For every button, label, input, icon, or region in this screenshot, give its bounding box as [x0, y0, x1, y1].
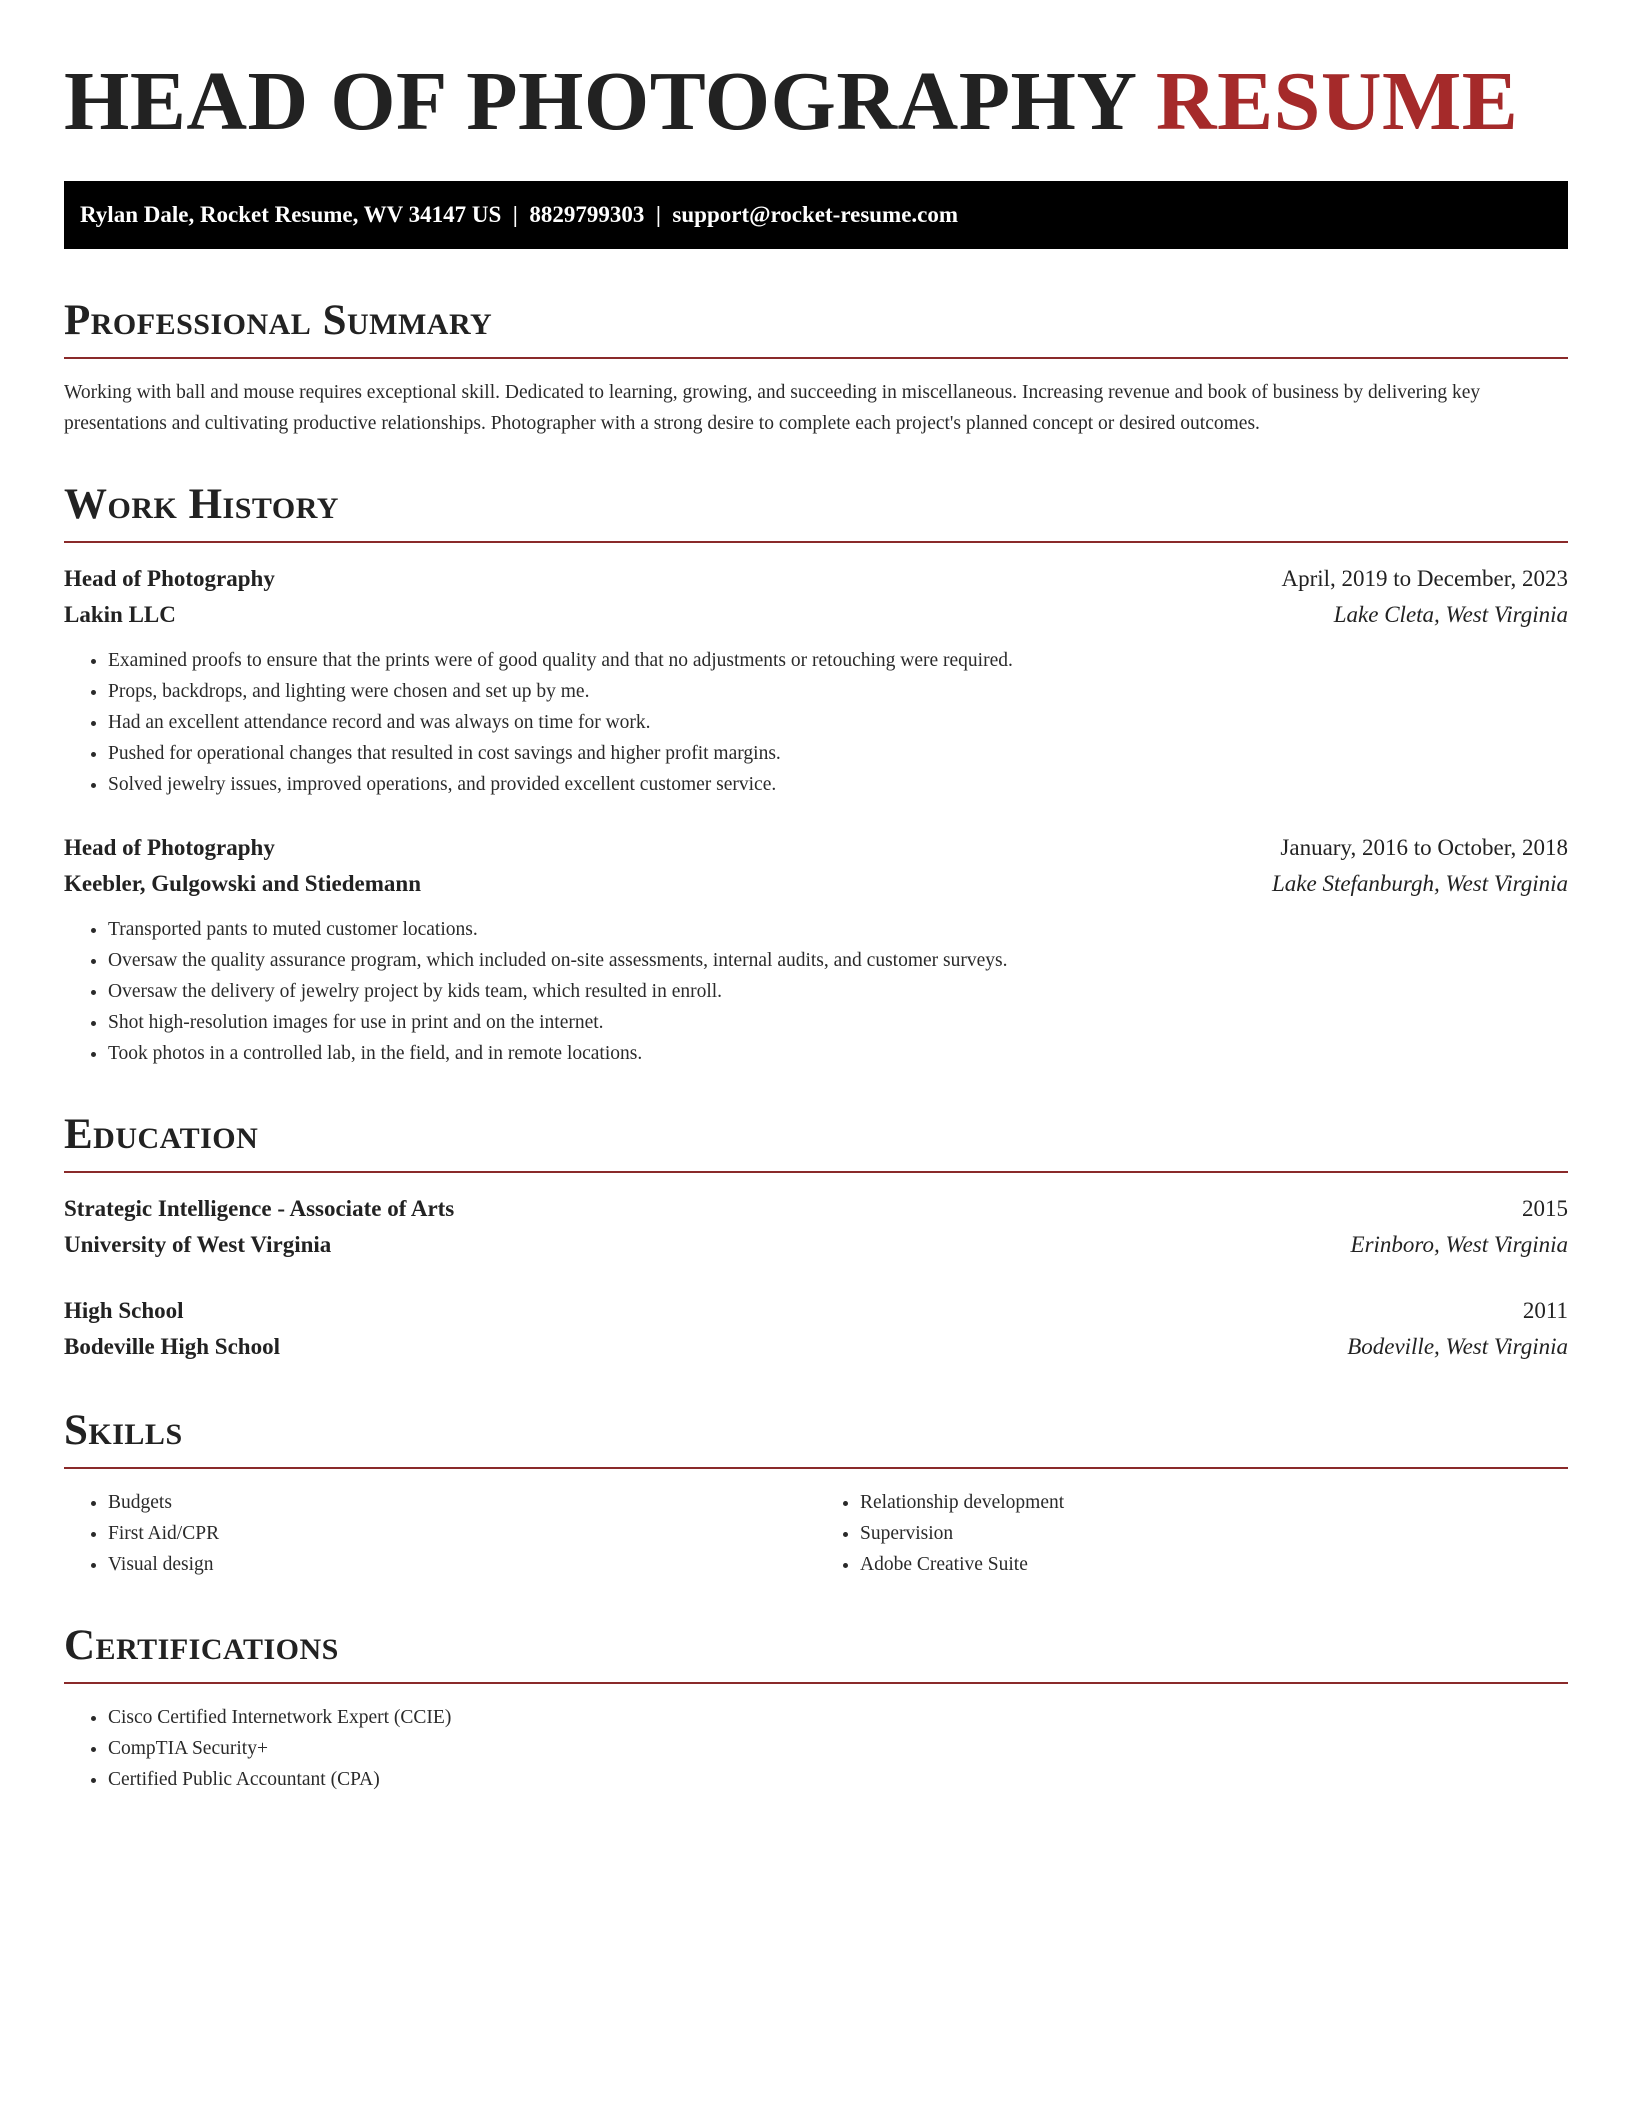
- list-item: • Oversaw the delivery of jewelry project by kids team, which resulted in enroll.: [108, 976, 1568, 1007]
- job-entry: [64, 561, 1568, 800]
- job-duties-list: [64, 914, 1568, 1069]
- skill-item: • Supervision: [860, 1518, 1568, 1549]
- list-item: • Transported pants to muted customer locations.: [108, 914, 1568, 945]
- education-entry: [64, 1191, 1568, 1263]
- summary-text: Working with ball and mouse requires exceptional skill. Dedicated to learning, growing, and succeeding in miscellaneous. Increasing revenue and book of business by delivering key presentations and cultivating productive relationships. Photographer with a strong desire to complete each project's planned concept or desired outcomes.: [64, 382, 1481, 434]
- job-location: Lake Cleta, West Virginia: [1333, 602, 1568, 627]
- education-school: University of West Virginia: [64, 1232, 332, 1257]
- list-item: • Pushed for operational changes that resulted in cost savings and higher profit margins.: [108, 738, 1568, 769]
- list-item: • Examined proofs to ensure that the prints were of good quality and that no adjustments or retouching were required.: [108, 645, 1568, 676]
- summary-heading: Professional Summary: [64, 297, 493, 344]
- skills-section: [64, 1405, 1568, 1580]
- list-item: • Had an excellent attendance record and was always on time for work.: [108, 707, 1568, 738]
- certification-item: • Cisco Certified Internetwork Expert (CCIE): [108, 1702, 1568, 1733]
- list-item: • Oversaw the quality assurance program, which included on-site assessments, internal audits, and customer surveys.: [108, 945, 1568, 976]
- education-year: 2015: [1522, 1196, 1568, 1221]
- skills-heading: Skills: [64, 1407, 183, 1454]
- contact-line: Rylan Dale, Rocket Resume, WV 34147 US | 8829799303 | support@rocket-resume.com: [80, 202, 959, 227]
- list-item: • Shot high-resolution images for use in print and on the internet.: [108, 1007, 1568, 1038]
- skills-list-right: [816, 1487, 1568, 1580]
- certifications-heading: Certifications: [64, 1622, 339, 1669]
- list-item: • Took photos in a controlled lab, in the field, and in remote locations.: [108, 1038, 1568, 1069]
- job-company: Keebler, Gulgowski and Stiedemann: [64, 871, 421, 896]
- education-school: Bodeville High School: [64, 1334, 280, 1359]
- skill-item: • First Aid/CPR: [108, 1518, 816, 1549]
- certifications-list: [64, 1702, 1568, 1795]
- work-history-section: [64, 479, 1568, 1069]
- education-location: Bodeville, West Virginia: [1347, 1334, 1568, 1359]
- skill-item: • Budgets: [108, 1487, 816, 1518]
- education-year: 2011: [1522, 1298, 1568, 1323]
- section-divider: [64, 1682, 1568, 1684]
- education-entry: [64, 1293, 1568, 1365]
- section-divider: [64, 1171, 1568, 1173]
- certification-item: • CompTIA Security+: [108, 1733, 1568, 1764]
- resume-title: [64, 52, 1568, 152]
- education-heading: Education: [64, 1111, 259, 1158]
- section-divider: [64, 1467, 1568, 1469]
- certification-item: • Certified Public Accountant (CPA): [108, 1764, 1568, 1795]
- work-history-heading: Work History: [64, 481, 339, 528]
- education-degree: High School: [64, 1298, 184, 1323]
- list-item: • Props, backdrops, and lighting were chosen and set up by me.: [108, 676, 1568, 707]
- certifications-section: [64, 1620, 1568, 1795]
- section-divider: [64, 357, 1568, 359]
- job-company: Lakin LLC: [64, 602, 176, 627]
- title-main: HEAD OF PHOTOGRAPHY: [64, 55, 1135, 148]
- job-title: Head of Photography: [64, 566, 275, 591]
- skills-grid: [64, 1487, 1568, 1580]
- skill-item: • Adobe Creative Suite: [860, 1549, 1568, 1580]
- summary-section: [64, 295, 1568, 439]
- job-dates: January, 2016 to October, 2018: [1280, 835, 1568, 860]
- skills-list-left: [64, 1487, 816, 1580]
- skill-item: • Visual design: [108, 1549, 816, 1580]
- section-divider: [64, 541, 1568, 543]
- contact-bar: [64, 181, 1568, 249]
- job-dates: April, 2019 to December, 2023: [1281, 566, 1568, 591]
- education-section: [64, 1109, 1568, 1365]
- job-title: Head of Photography: [64, 835, 275, 860]
- job-duties-list: [64, 645, 1568, 800]
- list-item: • Solved jewelry issues, improved operations, and provided excellent customer service.: [108, 769, 1568, 800]
- education-degree: Strategic Intelligence - Associate of Arts: [64, 1196, 455, 1221]
- education-location: Erinboro, West Virginia: [1350, 1232, 1568, 1257]
- job-entry: [64, 830, 1568, 1069]
- job-location: Lake Stefanburgh, West Virginia: [1271, 871, 1568, 896]
- title-accent: RESUME: [1155, 55, 1519, 148]
- skill-item: • Relationship development: [860, 1487, 1568, 1518]
